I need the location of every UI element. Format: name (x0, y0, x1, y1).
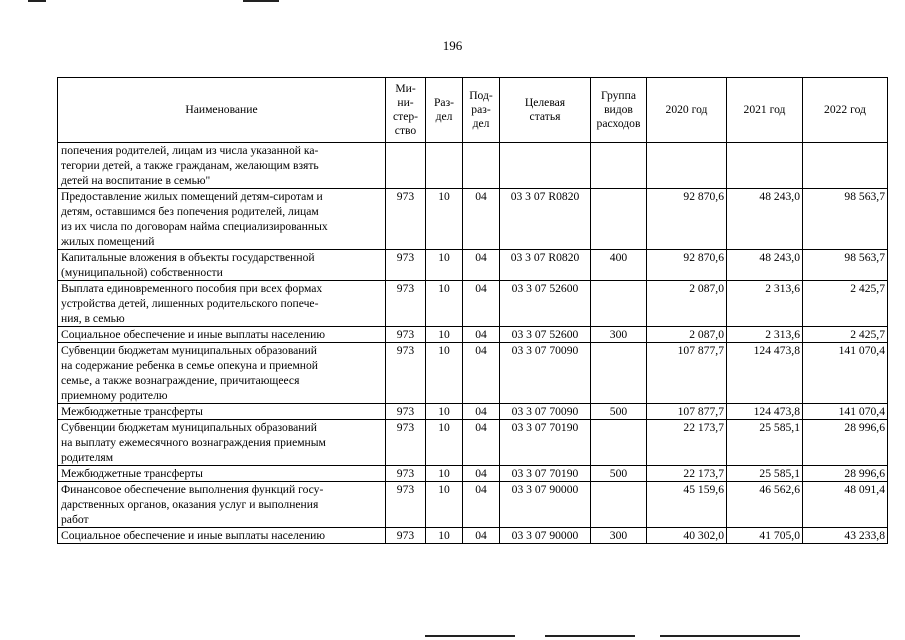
subsection-cell: 04 (463, 343, 500, 404)
table-row (58, 143, 888, 189)
amount-2021-cell: 25 585,1 (727, 466, 803, 482)
page-number: 196 (442, 38, 463, 53)
section-cell: 10 (426, 327, 463, 343)
amount-2020-cell: 107 877,7 (647, 343, 727, 404)
col-header-target: Целевая статья (500, 78, 591, 143)
subsection-cell: 04 (463, 250, 500, 281)
col-header-2020: 2020 год (647, 78, 727, 143)
row-name-cell: попечения родителей, лицам из числа указанной ка- тегории детей, а также гражданам, желающим взять детей на воспитание в семью" (58, 143, 386, 189)
section-cell: 10 (426, 420, 463, 466)
table-row (58, 189, 888, 250)
col-header-section: Раз- дел (426, 78, 463, 143)
amount-2020-cell: 2 087,0 (647, 327, 727, 343)
amount-2022-cell: 28 996,6 (803, 420, 888, 466)
target-cell: 03 3 07 52600 (500, 281, 591, 327)
col-header-name: Наименование (58, 78, 386, 143)
section-cell: 10 (426, 404, 463, 420)
ministry-cell: 973 (386, 281, 426, 327)
row-name-cell: Социальное обеспечение и иные выплаты населению (58, 327, 386, 343)
subsection-cell: 04 (463, 404, 500, 420)
group-cell (591, 482, 647, 528)
budget-table (57, 77, 888, 544)
amount-2022-cell: 141 070,4 (803, 343, 888, 404)
ministry-cell: 973 (386, 528, 426, 544)
target-cell: 03 3 07 90000 (500, 528, 591, 544)
table-row (58, 466, 888, 482)
amount-2021-cell: 41 705,0 (727, 528, 803, 544)
amount-2021-cell: 25 585,1 (727, 420, 803, 466)
subsection-cell: 04 (463, 420, 500, 466)
target-cell: 03 3 07 70090 (500, 343, 591, 404)
scan-artifact (425, 635, 515, 637)
amount-2021-cell: 46 562,6 (727, 482, 803, 528)
group-cell: 300 (591, 327, 647, 343)
target-cell (500, 143, 591, 189)
row-name-cell: Субвенции бюджетам муниципальных образований на содержание ребенка в семье опекуна и приемной семье, а также вознаграждение, причитающееся приемному родителю (58, 343, 386, 404)
section-cell: 10 (426, 281, 463, 327)
amount-2021-cell (727, 143, 803, 189)
table-row (58, 327, 888, 343)
row-name-cell: Предоставление жилых помещений детям-сиротам и детям, оставшимся без попечения родителей, лицам из их числа по договорам найма специализированных жилых помещений (58, 189, 386, 250)
subsection-cell: 04 (463, 482, 500, 528)
amount-2020-cell: 2 087,0 (647, 281, 727, 327)
row-name-cell: Межбюджетные трансферты (58, 404, 386, 420)
amount-2020-cell: 92 870,6 (647, 189, 727, 250)
amount-2022-cell: 98 563,7 (803, 250, 888, 281)
amount-2022-cell: 2 425,7 (803, 327, 888, 343)
amount-2022-cell: 48 091,4 (803, 482, 888, 528)
row-name-cell: Финансовое обеспечение выполнения функций госу- дарственных органов, оказания услуг и выполнения работ (58, 482, 386, 528)
amount-2022-cell: 141 070,4 (803, 404, 888, 420)
amount-2021-cell: 124 473,8 (727, 343, 803, 404)
amount-2020-cell: 22 173,7 (647, 420, 727, 466)
table-body (58, 143, 888, 544)
ministry-cell: 973 (386, 466, 426, 482)
scan-artifact (545, 635, 635, 637)
section-cell: 10 (426, 343, 463, 404)
target-cell: 03 3 07 52600 (500, 327, 591, 343)
scan-artifact (660, 635, 800, 637)
table-row (58, 250, 888, 281)
table-row (58, 420, 888, 466)
section-cell: 10 (426, 466, 463, 482)
section-cell: 10 (426, 482, 463, 528)
subsection-cell: 04 (463, 281, 500, 327)
row-name-cell: Межбюджетные трансферты (58, 466, 386, 482)
target-cell: 03 3 07 70090 (500, 404, 591, 420)
subsection-cell: 04 (463, 466, 500, 482)
group-cell (591, 420, 647, 466)
amount-2020-cell: 22 173,7 (647, 466, 727, 482)
scan-artifact (28, 0, 46, 2)
amount-2020-cell: 92 870,6 (647, 250, 727, 281)
amount-2021-cell: 2 313,6 (727, 281, 803, 327)
group-cell: 400 (591, 250, 647, 281)
group-cell (591, 189, 647, 250)
group-cell: 500 (591, 466, 647, 482)
section-cell (426, 143, 463, 189)
amount-2021-cell: 124 473,8 (727, 404, 803, 420)
row-name-cell: Капитальные вложения в объекты государственной (муниципальной) собственности (58, 250, 386, 281)
amount-2022-cell: 98 563,7 (803, 189, 888, 250)
col-header-group: Группа видов расходов (591, 78, 647, 143)
amount-2021-cell: 48 243,0 (727, 189, 803, 250)
header-row (58, 78, 888, 143)
group-cell: 500 (591, 404, 647, 420)
row-name-cell: Субвенции бюджетам муниципальных образований на выплату ежемесячного вознаграждения приемным родителям (58, 420, 386, 466)
col-header-ministry: Ми- ни- стер- ство (386, 78, 426, 143)
section-cell: 10 (426, 189, 463, 250)
scan-artifact (243, 0, 279, 2)
col-header-subsection: Под- раз- дел (463, 78, 500, 143)
table-row (58, 482, 888, 528)
table-row (58, 343, 888, 404)
col-header-2021: 2021 год (727, 78, 803, 143)
subsection-cell: 04 (463, 528, 500, 544)
amount-2022-cell: 28 996,6 (803, 466, 888, 482)
target-cell: 03 3 07 90000 (500, 482, 591, 528)
section-cell: 10 (426, 528, 463, 544)
amount-2022-cell: 2 425,7 (803, 281, 888, 327)
target-cell: 03 3 07 R0820 (500, 250, 591, 281)
amount-2020-cell: 107 877,7 (647, 404, 727, 420)
group-cell (591, 143, 647, 189)
row-name-cell: Социальное обеспечение и иные выплаты населению (58, 528, 386, 544)
ministry-cell: 973 (386, 343, 426, 404)
ministry-cell: 973 (386, 327, 426, 343)
table-row (58, 528, 888, 544)
group-cell (591, 343, 647, 404)
amount-2021-cell: 48 243,0 (727, 250, 803, 281)
ministry-cell: 973 (386, 404, 426, 420)
amount-2021-cell: 2 313,6 (727, 327, 803, 343)
group-cell (591, 281, 647, 327)
subsection-cell: 04 (463, 189, 500, 250)
col-header-2022: 2022 год (803, 78, 888, 143)
ministry-cell (386, 143, 426, 189)
amount-2022-cell (803, 143, 888, 189)
target-cell: 03 3 07 R0820 (500, 189, 591, 250)
amount-2022-cell: 43 233,8 (803, 528, 888, 544)
ministry-cell: 973 (386, 482, 426, 528)
target-cell: 03 3 07 70190 (500, 466, 591, 482)
ministry-cell: 973 (386, 250, 426, 281)
amount-2020-cell (647, 143, 727, 189)
table-row (58, 404, 888, 420)
ministry-cell: 973 (386, 189, 426, 250)
amount-2020-cell: 40 302,0 (647, 528, 727, 544)
table-row (58, 281, 888, 327)
subsection-cell: 04 (463, 327, 500, 343)
subsection-cell (463, 143, 500, 189)
ministry-cell: 973 (386, 420, 426, 466)
section-cell: 10 (426, 250, 463, 281)
row-name-cell: Выплата единовременного пособия при всех формах устройства детей, лишенных родительского попече- ния, в семью (58, 281, 386, 327)
group-cell: 300 (591, 528, 647, 544)
amount-2020-cell: 45 159,6 (647, 482, 727, 528)
target-cell: 03 3 07 70190 (500, 420, 591, 466)
